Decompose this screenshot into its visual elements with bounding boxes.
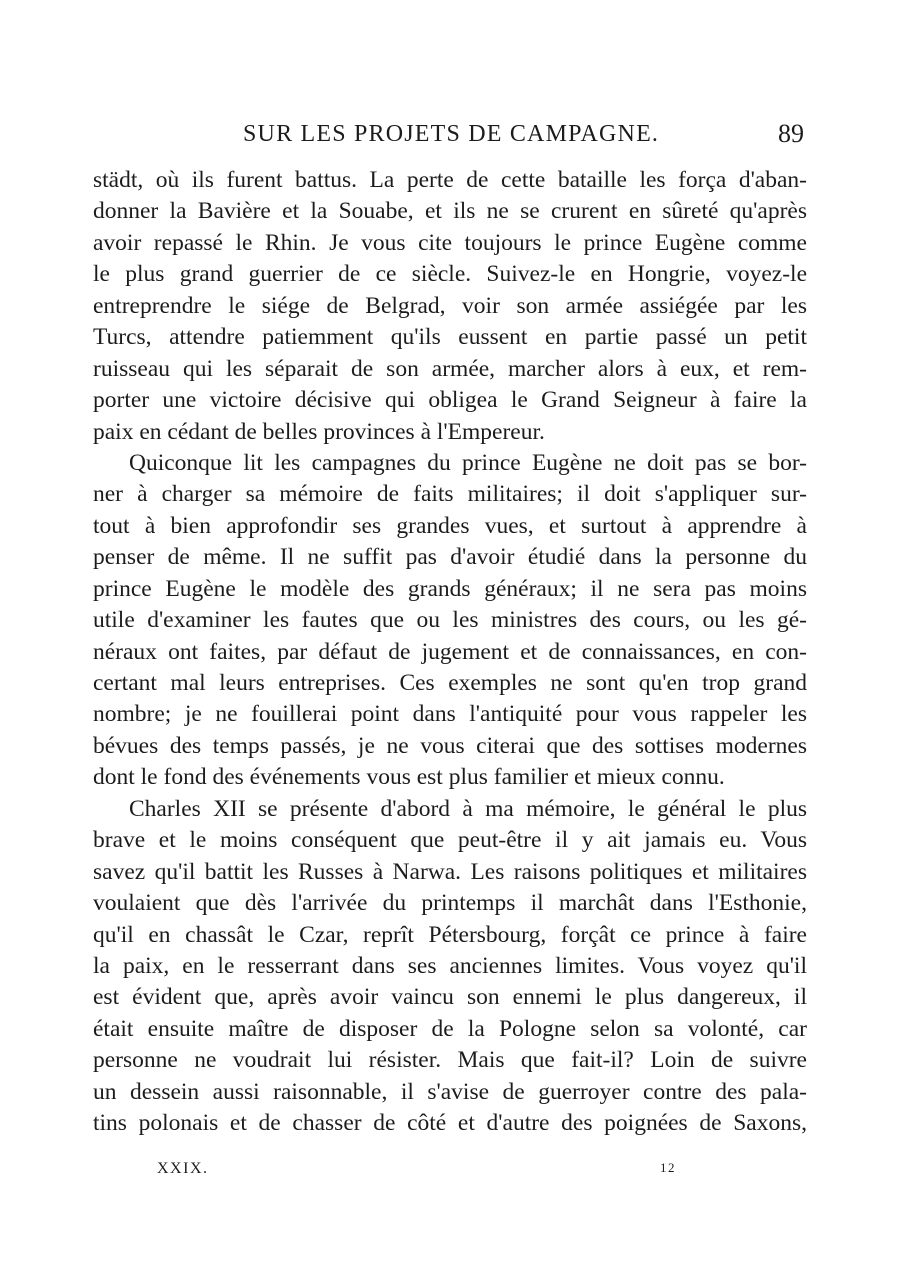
text-line: un dessein aussi raisonnable, il s'avise de guerroyer contre des pala-	[93, 1078, 807, 1105]
text-line: avoir repassé le Rhin. Je vous cite toujours le prince Eugène comme	[93, 229, 807, 256]
text-line: certant mal leurs entreprises. Ces exemples ne sont qu'en trop grand	[93, 670, 807, 696]
text-line: entreprendre le siége de Belgrad, voir son armée assiégée par les	[93, 292, 807, 319]
page-number: 89	[778, 119, 804, 148]
sheet-number: 12	[660, 1160, 676, 1175]
text-line: paix en cédant de belles provinces à l'Empereur.	[93, 418, 545, 445]
text-line: le plus grand guerrier de ce siècle. Suivez-le en Hongrie, voyez-le	[93, 261, 807, 288]
text-line: porter une victoire décisive qui obligea le Grand Seigneur à faire la	[93, 387, 807, 414]
paragraph-start-line: Quiconque lit les campagnes du prince Eugène ne doit pas se bor-	[129, 449, 807, 476]
text-line: ruisseau qui les séparait de son armée, marcher alors à eux, et rem-	[93, 355, 807, 382]
text-line: brave et le moins conséquent que peut-être il y ait jamais eu. Vous	[93, 827, 807, 854]
text-line: voulaient que dès l'arrivée du printemps il marchât dans l'Esthonie,	[93, 890, 807, 917]
text-line: qu'il en chassât le Czar, reprît Pétersbourg, forçât ce prince à faire	[93, 921, 807, 948]
text-line: néraux ont faites, par défaut de jugement et de connaissances, en con-	[93, 638, 807, 665]
text-line: ner à charger sa mémoire de faits militaires; il doit s'appliquer sur-	[93, 481, 807, 508]
text-line: penser de même. Il ne suffit pas d'avoir étudié dans la personne du	[93, 544, 807, 571]
text-line: tins polonais et de chasser de côté et d'autre des poignées de Saxons,	[93, 1110, 807, 1137]
signature-mark: XXIX.	[157, 1160, 209, 1177]
running-head	[0, 119, 900, 153]
text-line: tout à bien approfondir ses grandes vues, et surtout à apprendre à	[93, 512, 807, 539]
text-line: était ensuite maître de disposer de la Pologne selon sa volonté, car	[93, 1015, 807, 1042]
text-line: utile d'examiner les fautes que ou les ministres des cours, ou les gé-	[93, 607, 807, 634]
text-line: bévues des temps passés, je ne vous citerai que des sottises modernes	[93, 732, 807, 759]
page-footer	[0, 1160, 900, 1184]
body-text	[93, 165, 807, 1140]
paragraph-start-line: Charles XII se présente d'abord à ma mémoire, le général le plus	[129, 795, 807, 822]
text-line: prince Eugène le modèle des grands généraux; il ne sera pas moins	[93, 575, 807, 602]
text-line: Turcs, attendre patiemment qu'ils eussent en partie passé un petit	[93, 324, 807, 351]
text-line: savez qu'il battit les Russes à Narwa. Les raisons politiques et militaires	[93, 858, 807, 885]
text-line: städt, où ils furent battus. La perte de cette bataille les força d'aban-	[93, 167, 807, 193]
text-line: est évident que, après avoir vaincu son ennemi le plus dangereux, il	[93, 984, 807, 1011]
text-line: donner la Bavière et la Souabe, et ils ne se crurent en sûreté qu'après	[93, 198, 807, 225]
text-line: dont le fond des événements vous est plus familier et mieux connu.	[93, 764, 725, 791]
text-line: nombre; je ne fouillerai point dans l'antiquité pour vous rappeler les	[93, 701, 807, 728]
text-line: la paix, en le resserrant dans ses anciennes limites. Vous voyez qu'il	[93, 952, 807, 979]
text-line: personne ne voudrait lui résister. Mais que fait-il? Loin de suivre	[93, 1047, 807, 1074]
running-title: SUR LES PROJETS DE CAMPAGNE.	[243, 121, 660, 147]
